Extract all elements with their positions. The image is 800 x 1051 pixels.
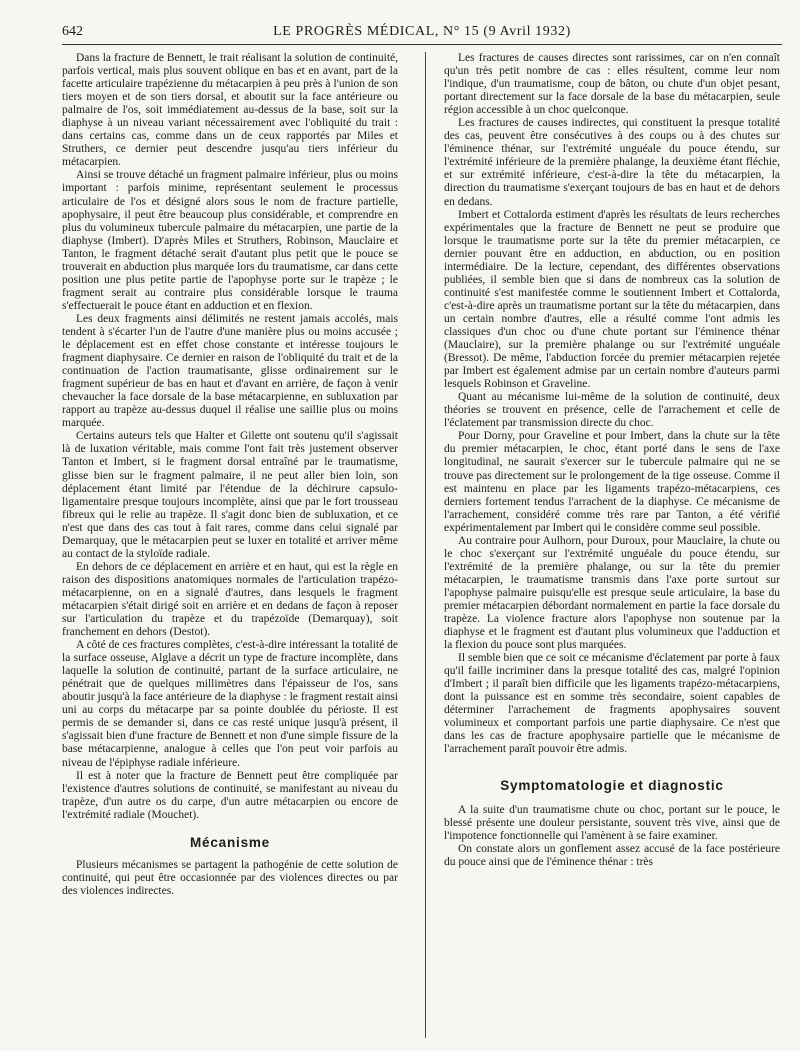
paragraph: Imbert et Cottalorda estiment d'après les résultats de leurs recherches expérimentales que la fracture de Bennett ne peut se produire que lorsque le traumatisme porte sur la tête du premier métacarpien, ce dernier pouvant être en adduction, en abduction, ou en position intermédiaire. De la lecture, cependant, des différentes observations publiées, il semble bien que si dans de nombreux cas la solution de continuité s'est manifestée comme le soutiennent Imbert et Cottalorda, c'est-à-dire après un traumatisme portant sur la tête du métacarpien, dans un certain nombre d'autres, elle a résulté comme l'ont admis les classiques d'un choc ou d'une chute portant sur l'éminence thénar (Mauclaire), sur la première phalange ou sur l'extrémité unguéale (Bressot). De même, l'abduction forcée du premier métacarpien rejetée par Imbert est également admise par un certain nombre d'auteurs parmi lesquels Robinson et Graveline. bbox=[444, 208, 780, 391]
paragraph: On constate alors un gonflement assez accusé de la face postérieure du pouce ainsi que de l'éminence thénar : très bbox=[444, 842, 780, 868]
paragraph: Ainsi se trouve détaché un fragment palmaire inférieur, plus ou moins important : parfois minime, représentant seulement le processus articulaire de l'os et désigné alors sous le nom de fracture partielle, apophysaire, il peut être beaucoup plus considérable, et comprendre en plus du volumineux tubercule palmaire du métacarpien, une partie de la diaphyse (Imbert). D'après Miles et Struthers, Robinson, Mauclaire et Tanton, le fragment détaché serait d'autant plus petit que le pouce se trouverait en abduction plus marquée lors du traumatisme, car dans cette position une plus petite partie de l'apophyse porte sur le trapèze ; le fragment serait au contraire plus considérable lorsque le trauma s'effectuerait le pouce étant en adduction et en flexion. bbox=[62, 169, 398, 312]
paragraph: Quant au mécanisme lui-même de la solution de continuité, deux théories se trouvent en présence, celle de l'arrachement et celle de l'éclatement par transmission directe du choc. bbox=[444, 391, 780, 430]
running-title: LE PROGRÈS MÉDICAL, N° 15 (9 Avril 1932) bbox=[273, 24, 571, 39]
paragraph: Dans la fracture de Bennett, le trait réalisant la solution de continuité, parfois vertical, mais plus souvent oblique en bas et en avant, part de la facette articulaire trapézienne du métacarpien à peu près à l'union de son tiers moyen et de son tiers dorsal, et aboutit sur la face antérieure ou palmaire de l'os, soit immédiatement au-dessus de la base, soit sur la diaphyse à un niveau variant nécessairement avec l'obliquité du trait : dans certains cas, comme dans un de ceux rapportés par Miles et Struthers, ce dernier peut descendre jusqu'au tiers inférieur du métacarpien. bbox=[62, 52, 398, 169]
paragraph: En dehors de ce déplacement en arrière et en haut, qui est la règle en raison des dispositions anatomiques normales de l'articulation trapézo-métacarpienne, on en a signalé d'autres, dans lesquels le fragment métacarpien s'était dirigé soit en arrière et en dedans de façon à reposer sur l'articulation du trapèze et du trapézoïde (Demarquay), soit franchement en dehors (Destot). bbox=[62, 560, 398, 639]
section-heading-mecanisme: Mécanisme bbox=[190, 834, 270, 850]
page-number: 642 bbox=[62, 24, 83, 39]
paragraph: Il semble bien que ce soit ce mécanisme d'éclatement par porte à faux qu'il faille incriminer dans la presque totalité des cas, malgré l'opinion d'Imbert ; il paraît bien difficile que les ligaments trapézo-métacarpiens, dont la puissance est en somme très secondaire, soient capables de déterminer l'arrachement de fragments apophysaires souvent volumineux et comportant parfois une partie diaphysaire. Ce n'est que dans les cas de fracture apophysaire partielle que le mécanisme de l'arrachement paraît pouvoir être admis. bbox=[444, 652, 780, 756]
paragraph: A côté de ces fractures complètes, c'est-à-dire intéressant la totalité de la surface osseuse, Alglave a décrit un type de fracture incomplète, dans laquelle la solution de continuité, partant de la surface articulaire, ne pénétrait que de quelques millimètres dans l'épaisseur de l'os, sans aboutir jusqu'à la face antérieure de la diaphyse : le fragment restait ainsi uni au corps du métacarpe par sa pointe doublée du périoste. Il est permis de se demander si, dans ce cas resté unique jusqu'à présent, il s'agissait bien d'une fracture de Bennett et non d'une simple fissure de la base métacarpienne, analogue à celles que l'on peut voir parfois au niveau de l'épiphyse radiale inférieure. bbox=[62, 639, 398, 769]
paragraph: Les fractures de causes directes sont rarissimes, car on n'en connaît qu'un très petit nombre de cas : elles résultent, comme leur nom l'indique, d'un traumatisme, coup de bâton, ou chute d'un objet pesant, portant directement sur la face dorsale de la base du métacarpien, seule région accessible à un choc quelconque. bbox=[444, 52, 780, 117]
paragraph: Plusieurs mécanismes se partagent la pathogénie de cette solution de continuité, qui peut être occasionnée par des violences directes ou par des violences indirectes. bbox=[62, 858, 398, 897]
left-column bbox=[62, 52, 398, 898]
running-header bbox=[62, 24, 782, 45]
paragraph: Au contraire pour Aulhorn, pour Duroux, pour Mauclaire, la chute ou le choc s'exerçant sur l'extrémité unguéale du pouce étendu, sur l'extrémité de la première phalange, ou sur la tête du premier métacarpien, le traumatisme transmis dans l'axe porte surtout sur l'apophyse palmaire puisqu'elle est presque seule articulaire, la base du premier métacarpien débordant normalement en partie la face dorsale du trapèze. La violence fracture alors l'apophyse non soutenue par la diaphyse et le fragment est d'autant plus volumineux que l'adduction et la flexion du pouce sont plus marquées. bbox=[444, 534, 780, 652]
paragraph: Pour Dorny, pour Graveline et pour Imbert, dans la chute sur la tête du premier métacarpien, le choc, étant porté dans le sens de l'axe longitudinal, ne saurait s'exercer sur le tubercule palmaire qui ne se trouve pas directement sur le prolongement de la tige osseuse. Comme il est maintenu en place par les ligaments trapézo-métacarpiens, ces derniers fortement tendus l'arrachent de la diaphyse. Ce mécanisme de l'arrachement, considéré comme très rare par Tanton, a été vérifié expérimentalement par Imbert qui le considère comme seul possible. bbox=[444, 430, 780, 534]
paragraph: Les deux fragments ainsi délimités ne restent jamais accolés, mais tendent à s'écarter l'un de l'autre d'une manière plus ou moins accusée ; le déplacement est en effet chose constante et intéresse toujours le fragment diaphysaire. Ce dernier en raison de l'obliquité du trait et de la continuation de l'action traumatisante, glisse ordinairement sur le fragment supérieur de bas en haut et d'avant en arrière, de façon à venir chevaucher la face dorsale de la base métacarpienne, en subluxation par rapport au trapèze au-dessus duquel il réalise une saillie plus ou moins marquée. bbox=[62, 312, 398, 430]
paragraph: Les fractures de causes indirectes, qui constituent la presque totalité des cas, peuvent être consécutives à des coups ou à des chutes sur l'éminence thénar, sur l'extrémité unguéale du pouce étendu, sur l'extrémité inférieure de la première phalange, la deuxième étant fléchie, et sur extrémité inférieure, c'est-à-dire la tête du métacarpien, la direction du traumatisme s'exerçant toujours de bas en haut et de dehors en dedans. bbox=[444, 117, 780, 208]
right-column bbox=[444, 52, 780, 869]
section-heading-symptomatologie: Symptomatologie et diagnostic bbox=[500, 777, 724, 793]
paragraph: A la suite d'un traumatisme chute ou choc, portant sur le pouce, le blessé présente une douleur persistante, souvent très vive, ainsi que de l'impotence fonctionnelle qui l'amènent à se faire examiner. bbox=[444, 803, 780, 842]
paragraph: Il est à noter que la fracture de Bennett peut être compliquée par l'existence d'autres solutions de continuité, se manifestant au niveau du trapèze, d'un autre os du carpe, d'un autre métacarpien ou encore de l'extrémité radiale (Mouchet). bbox=[62, 769, 398, 821]
column-divider bbox=[425, 52, 426, 1038]
paragraph: Certains auteurs tels que Halter et Gilette ont soutenu qu'il s'agissait là de luxation véritable, mais comme l'ont fait très justement observer Tanton et Imbert, si le fragment dorsal entraîné par le traumatisme, glisse bien sur le fragment palmaire, il ne peut aller bien loin, son déplacement étant limité par l'étendue de la déchirure capsulo-ligamentaire presque toujours incomplète, ainsi que par le fort trousseau fibreux qui le relie au trapèze. Il s'agit donc bien de subluxation, et ce n'est que dans des cas tout à fait rares, comme dans celui signalé par Demarquay, que le métacarpien peut se luxer en totalité et arriver même au contact de la styloïde radiale. bbox=[62, 430, 398, 560]
